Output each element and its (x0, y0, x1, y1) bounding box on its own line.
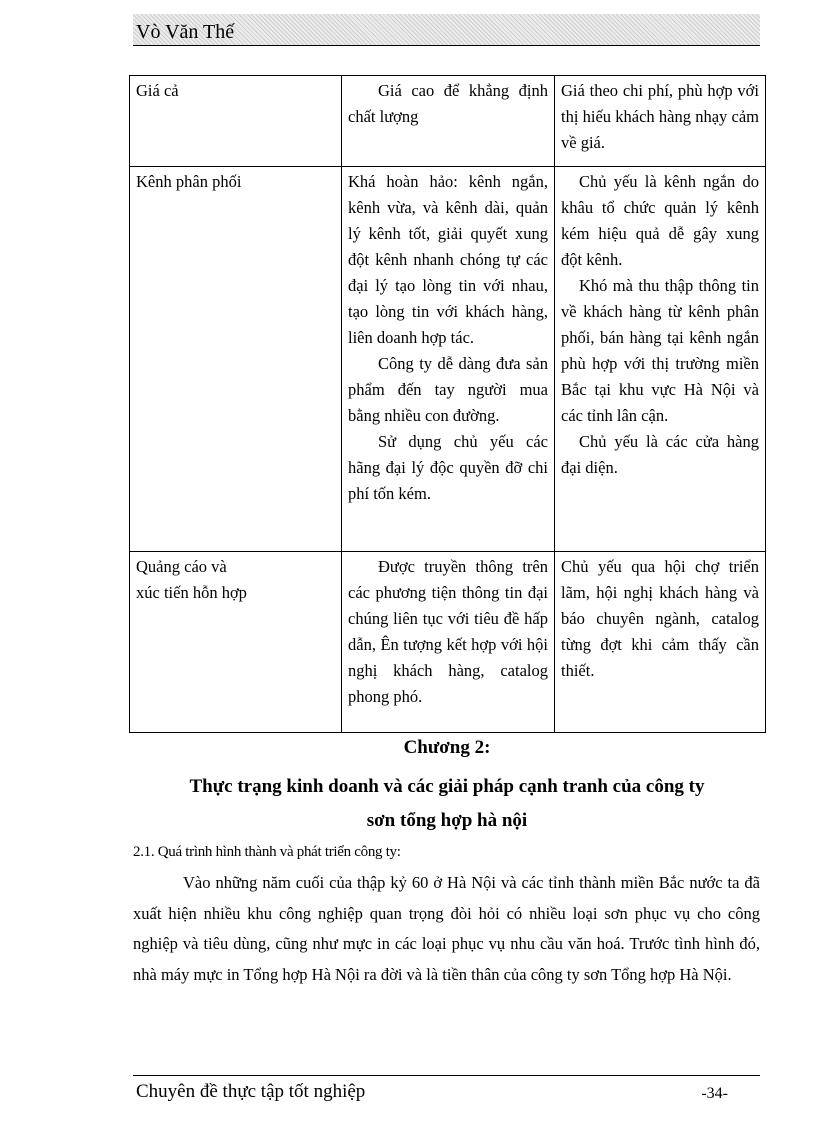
cell-paragraph: Công ty dễ dàng đưa sản phẩm đến tay người mua bằng nhiều con đường. (348, 354, 548, 425)
cell-paragraph: Chủ yếu qua hội chợ triển lãm, hội nghị khách hàng và báo chuyên ngành, catalog từng đợt khi cảm thấy cần thiết. (561, 557, 759, 680)
row-distribution-col3 (555, 167, 766, 552)
cell-paragraph: Sử dụng chủ yếu các hãng đại lý độc quyền đỡ chi phí tốn kém. (348, 432, 548, 503)
row-distribution-col2 (342, 167, 555, 552)
row-promotion-col2 (342, 552, 555, 733)
row-label: Giá cả (136, 81, 179, 100)
section-heading: 2.1. Quá trình hình thành và phát triển công ty: (133, 844, 401, 860)
footer-title: Chuyên đề thực tập tốt nghiệp (136, 1081, 366, 1102)
row-label: Quảng cáo và (136, 557, 227, 576)
row-label-price (130, 76, 342, 167)
comparison-table (129, 75, 766, 733)
header-author: Vò Văn Thế (136, 21, 235, 43)
cell-paragraph: Chủ yếu là kênh ngắn do khâu tổ chức quản lý kênh kém hiệu quả dễ gây xung đột kênh. (561, 172, 759, 269)
table-row-promotion (130, 552, 766, 733)
cell-paragraph: Khó mà thu thập thông tin về khách hàng từ kênh phân phối, bán hàng tại kênh ngắn phù hợp với thị trường miền Bắc tại khu vực Hà Nội và các tỉnh lân cận. (561, 276, 759, 425)
row-label: Kênh phân phối (136, 172, 242, 191)
cell-paragraph: Chủ yếu là các cửa hàng đại diện. (561, 432, 759, 477)
page-footer (133, 1075, 760, 1110)
table-row-distribution (130, 167, 766, 552)
body-paragraph: Vào những năm cuối của thập kỷ 60 ở Hà Nội và các tỉnh thành miền Bắc nước ta đã xuất hiện nhiều khu công nghiệp quan trọng đòi hỏi có nhiều loại sơn phục vụ cho công nghiệp và tiêu dùng, cũng như mực in các loại phục vụ nhu cầu văn hoá. Trước tình hình đó, nhà máy mực in Tổng hợp Hà Nội ra đời và là tiền thân của công ty sơn Tổng hợp Hà Nội. (133, 873, 760, 984)
cell-paragraph: Được truyền thông trên các phương tiện thông tin đại chúng liên tục với tiêu đề hấp dẫn, Ên tượng kết hợp với hội nghị khách hàng, catalog phong phó. (348, 557, 548, 706)
chapter-subtitle-line: Thực trạng kinh doanh và các giải pháp cạnh tranh của công ty (189, 776, 705, 797)
cell-paragraph: Giá theo chi phí, phù hợp với thị hiếu khách hàng nhạy cảm về giá. (561, 81, 759, 152)
chapter-subtitle (129, 770, 765, 838)
cell-paragraph: Khá hoàn hảo: kênh ngắn, kênh vừa, và kênh dài, quản lý kênh tốt, giải quyết xung đột kênh nhanh chóng tự các đại lý tạo lòng tin với nhau, tạo lòng tin với khách hàng, liên doanh hợp tác. (348, 172, 548, 347)
row-label-distribution (130, 167, 342, 552)
page-header (133, 14, 760, 46)
chapter-title: Chương 2: (403, 737, 491, 758)
row-promotion-col3 (555, 552, 766, 733)
chapter-subtitle-line: sơn tổng hợp hà nội (366, 810, 528, 831)
row-price-col2 (342, 76, 555, 167)
row-label-promotion (130, 552, 342, 733)
table-row-price (130, 76, 766, 167)
cell-paragraph: Giá cao để khẳng định chất lượng (348, 81, 548, 126)
page-number: -34- (701, 1085, 728, 1102)
row-price-col3 (555, 76, 766, 167)
row-label: xúc tiến hỗn hợp (136, 583, 247, 602)
